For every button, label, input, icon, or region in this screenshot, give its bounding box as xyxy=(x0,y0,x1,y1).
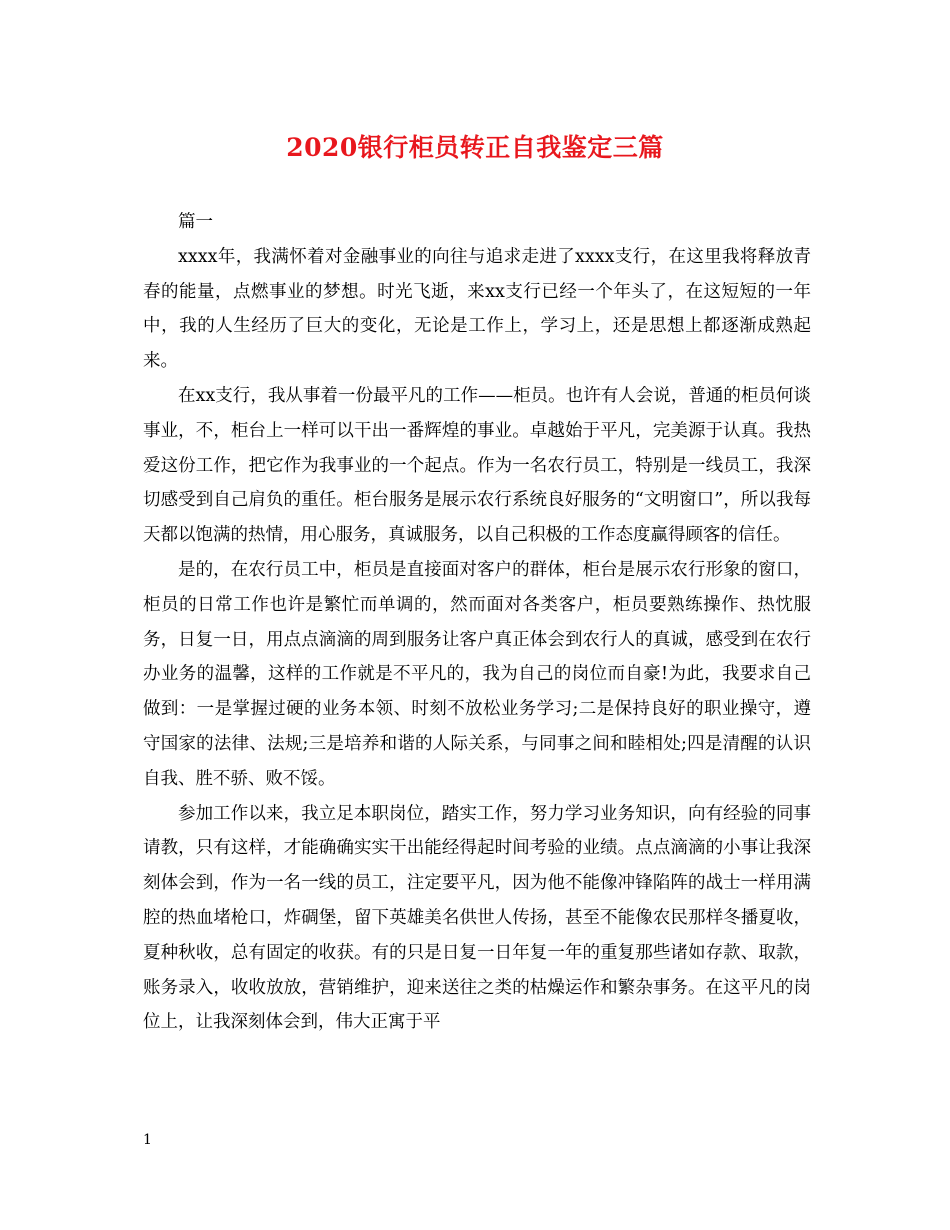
document-body xyxy=(143,205,811,1040)
document-title: 2020银行柜员转正自我鉴定三篇 xyxy=(286,133,664,162)
paragraph-4: 参加工作以来，我立足本职岗位，踏实工作，努力学习业务知识，向有经验的同事请教，只有这样，才能确确实实干出能经得起时间考验的业绩。点点滴滴的小事让我深刻体会到，作为一名一线的员工，注定要平凡，因为他不能像冲锋陷阵的战士一样用满腔的热血堵枪口，炸碉堡，留下英雄美名供世人传扬，甚至不能像农民那样冬播夏收，夏种秋收，总有固定的收获。有的只是日复一日年复一年的重复那些诸如存款、取款，账务录入，收收放放，营销维护，迎来送往之类的枯燥运作和繁杂事务。在这平凡的岗位上，让我深刻体会到，伟大正寓于平 xyxy=(143,803,811,1033)
section-label: 篇一 xyxy=(178,212,213,232)
paragraph-1: xxxx年，我满怀着对金融事业的向往与追求走进了xxxx支行，在这里我将释放青春的能量，点燃事业的梦想。时光飞逝，来xx支行已经一个年头了，在这短短的一年中，我的人生经历了巨大的变化，无论是工作上，学习上，还是思想上都逐渐成熟起来。 xyxy=(143,246,811,372)
paragraph-3: 是的，在农行员工中，柜员是直接面对客户的群体，柜台是展示农行形象的窗口，柜员的日常工作也许是繁忙而单调的，然而面对各类客户，柜员要熟练操作、热忱服务，日复一日，用点点滴滴的周到服务让客户真正体会到农行人的真诚，感受到在农行办业务的温馨，这样的工作就是不平凡的，我为自己的岗位而自豪!为此，我要求自己做到：一是掌握过硬的业务本领、时刻不放松业务学习;二是保持良好的职业操守，遵守国家的法律、法规;三是培养和谐的人际关系，与同事之间和睦相处;四是清醒的认识自我、胜不骄、败不馁。 xyxy=(143,559,811,789)
paragraph-2: 在xx支行，我从事着一份最平凡的工作——柜员。也许有人会说，普通的柜员何谈事业，不，柜台上一样可以干出一番辉煌的事业。卓越始于平凡，完美源于认真。我热爱这份工作，把它作为我事业的一个起点。作为一名农行员工，特别是一线员工，我深切感受到自己肩负的重任。柜台服务是展示农行系统良好服务的“文明窗口”，所以我每天都以饱满的热情，用心服务，真诚服务，以自己积极的工作态度赢得顾客的信任。 xyxy=(143,385,811,546)
page-number: 1 xyxy=(143,1132,152,1148)
